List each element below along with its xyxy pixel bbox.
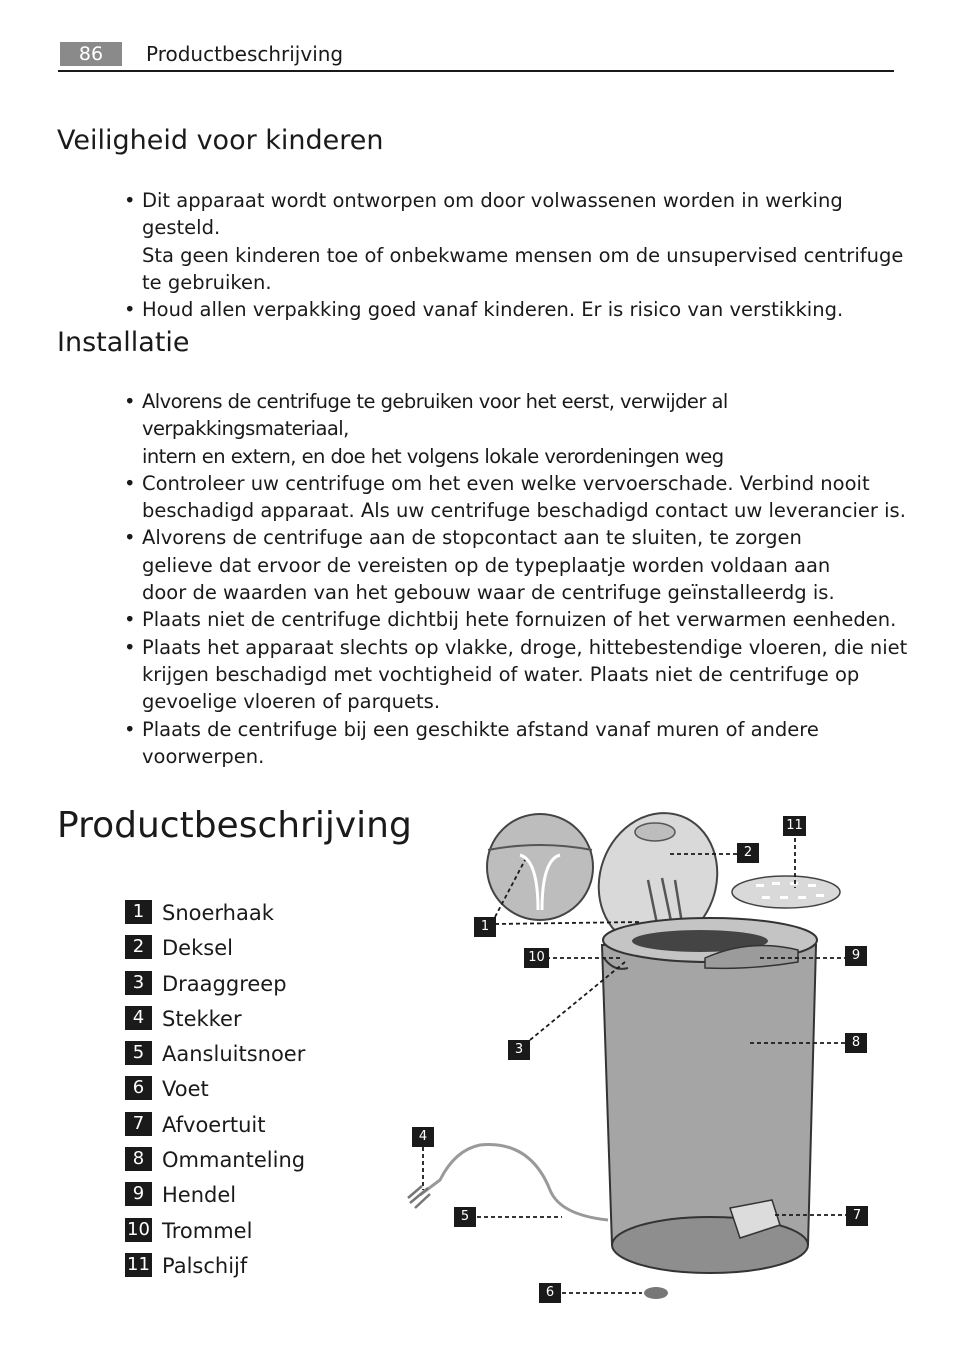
- legend-item: [125, 1041, 305, 1076]
- list-item: • Houd allen verpakking goed vanaf kinderen. Er is risico van verstikking.: [124, 296, 914, 323]
- part-number-badge: 11: [125, 1253, 152, 1277]
- callout-10: 10: [524, 948, 549, 968]
- list-item: • Plaats niet de centrifuge dichtbij hete fornuizen of het verwarmen eenheden.: [124, 606, 914, 633]
- callout-6: 6: [539, 1283, 561, 1303]
- legend-item: [125, 1076, 305, 1111]
- part-label: Snoerhaak: [162, 901, 274, 925]
- part-number-badge: 4: [125, 1006, 152, 1030]
- page-number: 86: [60, 42, 122, 66]
- power-cord-shape: [420, 1145, 608, 1220]
- callout-11: 11: [783, 816, 806, 836]
- brake-disc-shape: [732, 876, 840, 908]
- children-safety-heading: Veiligheid voor kinderen: [57, 125, 384, 156]
- installation-heading: Installatie: [57, 327, 190, 358]
- part-label: Palschijf: [162, 1253, 248, 1278]
- callout-3: 3: [508, 1040, 530, 1060]
- product-heading: Productbeschrijving: [57, 805, 412, 846]
- part-label: Ommanteling: [162, 1148, 306, 1173]
- children-safety-list: [124, 187, 914, 323]
- list-item: • Plaats de centrifuge bij een geschikte afstand vanaf muren of andere voorwerpen.: [124, 716, 914, 771]
- part-label: Hendel: [162, 1183, 237, 1208]
- spin-dryer-drawing: [400, 810, 890, 1310]
- part-label: Afvoertuit: [162, 1112, 266, 1137]
- part-number-badge: 2: [125, 935, 152, 959]
- legend-item: [125, 1253, 305, 1288]
- callout-9: 9: [845, 946, 867, 966]
- legend-item: [125, 1218, 305, 1253]
- part-label: Aansluitsnoer: [162, 1042, 306, 1067]
- list-item: • Plaats het apparaat slechts op vlakke, droge, hittebestendige vloeren, die niet krijgen beschadigd met vochtigheid of water. Plaats niet de centrifuge op gevoelige vloeren of parquets.: [124, 634, 914, 716]
- part-number-badge: 5: [125, 1041, 152, 1065]
- snoerhaak-detail-circle: [487, 814, 593, 920]
- header-section-title: Productbeschrijving: [146, 42, 344, 66]
- page-header: [58, 40, 894, 72]
- callout-8: 8: [845, 1033, 867, 1053]
- part-number-badge: 10: [125, 1218, 152, 1242]
- part-number-badge: 1: [125, 900, 152, 924]
- parts-legend: [125, 900, 305, 1288]
- callout-2: 2: [737, 843, 759, 863]
- list-item: • Dit apparaat wordt ontworpen om door volwassenen worden in werking gesteld. Sta geen kinderen toe of onbekwame mensen om de unsupervised centrifuge te gebruiken.: [124, 187, 914, 296]
- part-label: Trommel: [162, 1218, 253, 1243]
- part-number-badge: 9: [125, 1182, 152, 1206]
- legend-item: [125, 900, 305, 935]
- part-number-badge: 3: [125, 971, 152, 995]
- list-item: • Alvorens de centrifuge aan de stopcontact aan te sluiten, te zorgen gelieve dat ervoor de vereisten op de typeplaatje worden voldaan aan door de waarden van het gebouw waar de centrifuge geïnstalleerdg is.: [124, 524, 914, 606]
- part-label: Stekker: [162, 1006, 242, 1031]
- legend-item: [125, 1006, 305, 1041]
- callout-7: 7: [846, 1206, 868, 1226]
- installation-list: [124, 388, 914, 770]
- part-number-badge: 6: [125, 1076, 152, 1100]
- list-item: • Controleer uw centrifuge om het even welke vervoerschade. Verbind nooit beschadigd apparaat. Als uw centrifuge beschadigd contact uw leverancier is.: [124, 470, 914, 525]
- legend-item: [125, 1112, 305, 1147]
- part-number-badge: 8: [125, 1147, 152, 1171]
- part-number-badge: 7: [125, 1112, 152, 1136]
- part-label: Deksel: [162, 936, 233, 961]
- callout-5: 5: [454, 1207, 476, 1227]
- list-item: • Alvorens de centrifuge te gebruiken voor het eerst, verwijder al verpakkingsmateriaal, intern en extern, en doe het volgens lokale verordeningen weg: [124, 388, 914, 470]
- callout-1: 1: [474, 917, 496, 937]
- legend-item: [125, 971, 305, 1006]
- part-label: Draaggreep: [162, 971, 287, 996]
- legend-item: [125, 1182, 305, 1217]
- spin-dryer-illustration: [400, 810, 890, 1310]
- part-label: Voet: [162, 1077, 209, 1102]
- callout-4: 4: [412, 1127, 434, 1147]
- legend-item: [125, 1147, 305, 1182]
- legend-item: [125, 935, 305, 970]
